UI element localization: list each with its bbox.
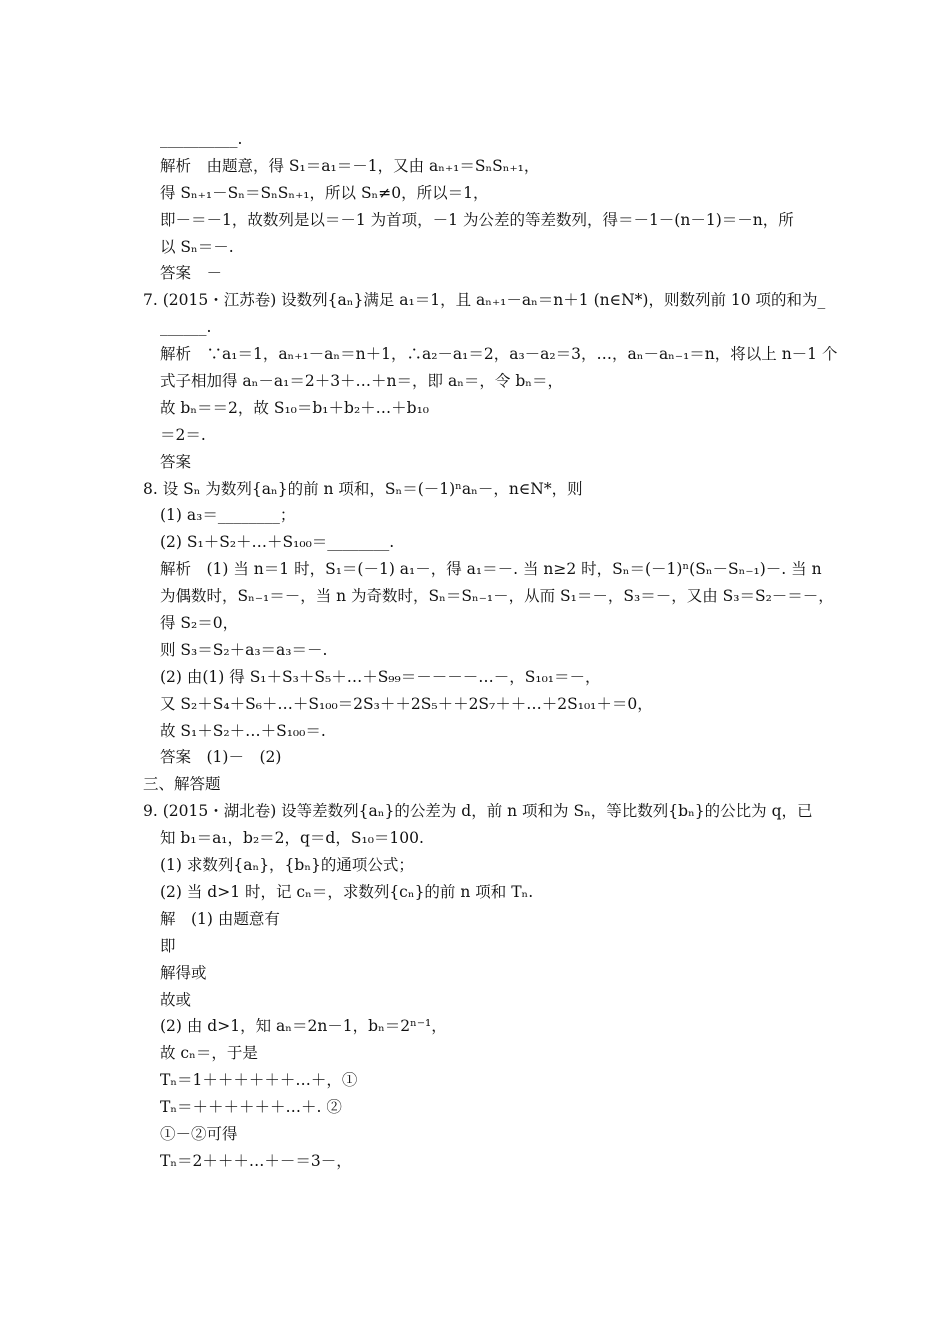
text-line: ______. <box>160 318 212 337</box>
text-line: (2) 当 d>1 时，记 cₙ＝，求数列{cₙ}的前 n 项和 Tₙ. <box>160 882 534 901</box>
text-line: 答案 (1)－ (2) <box>160 748 282 767</box>
text-line: 式子相加得 aₙ－a₁＝2＋3＋…＋n＝，即 aₙ＝，令 bₙ＝， <box>160 372 563 391</box>
document-body <box>0 126 950 1175</box>
text-line: 又 S₂＋S₄＋S₆＋…＋S₁₀₀＝2S₃＋＋2S₅＋＋2S₇＋＋…＋2S₁₀₁＋＝0， <box>160 694 653 713</box>
text-line: 得 Sₙ₊₁－Sₙ＝SₙSₙ₊₁，所以 Sₙ≠0，所以＝1， <box>160 183 489 202</box>
text-line: (2) 由 d>1，知 aₙ＝2n－1，bₙ＝2ⁿ⁻¹， <box>160 1017 447 1036</box>
text-line: 即 <box>160 936 176 955</box>
text-line: 解析 ∵a₁＝1，aₙ₊₁－aₙ＝n＋1，∴a₂－a₁＝2，a₃－a₂＝3，…，aₙ－aₙ₋₁＝n，将以上 n－1 个 <box>160 345 838 364</box>
text-line: 答案 <box>160 452 192 471</box>
text-line: 知 b₁＝a₁，b₂＝2，q＝d，S₁₀＝100. <box>160 829 424 848</box>
text-line: 为偶数时，Sₙ₋₁＝－，当 n 为奇数时，Sₙ＝Sₙ₋₁－，从而 S₁＝－，S₃＝－，又由 S₃＝S₂－＝－， <box>160 587 834 606</box>
text-line: __________. <box>160 130 243 148</box>
text-line: 以 Sₙ＝－. <box>160 237 234 256</box>
text-line: (2) S₁＋S₂＋…＋S₁₀₀＝________. <box>160 533 395 552</box>
text-line: 得 S₂＝0， <box>160 614 239 633</box>
text-line: Tₙ＝＋＋＋＋＋＋…＋. ② <box>160 1098 342 1117</box>
text-line: 解析 由题意，得 S₁＝a₁＝－1，又由 aₙ₊₁＝SₙSₙ₊₁， <box>160 156 540 175</box>
text-line: 9. (2015・湖北卷) 设等差数列{aₙ}的公差为 d，前 n 项和为 Sₙ，等比数列{bₙ}的公比为 q，已 <box>143 802 813 821</box>
text-line: 答案 － <box>160 264 223 283</box>
text-line: 解得或 <box>160 963 207 982</box>
text-line: 故 cₙ＝，于是 <box>160 1044 258 1063</box>
text-line: 解析 (1) 当 n＝1 时，S₁＝(－1) a₁－，得 a₁＝－. 当 n≥2 时，Sₙ＝(－1)ⁿ(Sₙ－Sₙ₋₁)－. 当 n <box>160 560 822 579</box>
text-line: (1) 求数列{aₙ}，{bₙ}的通项公式； <box>160 856 414 875</box>
text-line: (2) 由(1) 得 S₁＋S₃＋S₅＋…＋S₉₉＝－－－－…－，S₁₀₁＝－， <box>160 667 601 686</box>
text-line: Tₙ＝2＋＋＋…＋－＝3－， <box>160 1151 352 1170</box>
text-line: 即－＝－1，故数列是以＝－1 为首项，－1 为公差的等差数列，得＝－1－(n－1)＝－n，所 <box>160 210 794 229</box>
text-line: ①－②可得 <box>160 1124 238 1143</box>
text-line: 三、解答题 <box>143 775 221 794</box>
text-line: 8. 设 Sₙ 为数列{aₙ}的前 n 项和，Sₙ＝(－1)ⁿaₙ－，n∈N*，则 <box>143 479 583 498</box>
text-line: Tₙ＝1＋＋＋＋＋＋…＋，① <box>160 1071 358 1090</box>
text-line: 则 S₃＝S₂＋a₃＝a₃＝－. <box>160 640 328 659</box>
text-line: 解 (1) 由题意有 <box>160 909 280 928</box>
text-line: 故或 <box>160 990 192 1009</box>
text-line: 故 bₙ＝＝2，故 S₁₀＝b₁＋b₂＋…＋b₁₀ <box>160 398 430 417</box>
text-line: 故 S₁＋S₂＋…＋S₁₀₀＝. <box>160 721 326 740</box>
text-line: 7. (2015・江苏卷) 设数列{aₙ}满足 a₁＝1，且 aₙ₊₁－aₙ＝n＋1 (n∈N*)，则数列前 10 项的和为_ <box>143 291 826 310</box>
text-line: (1) a₃＝________； <box>160 506 296 525</box>
text-line: ＝2＝. <box>160 425 206 444</box>
